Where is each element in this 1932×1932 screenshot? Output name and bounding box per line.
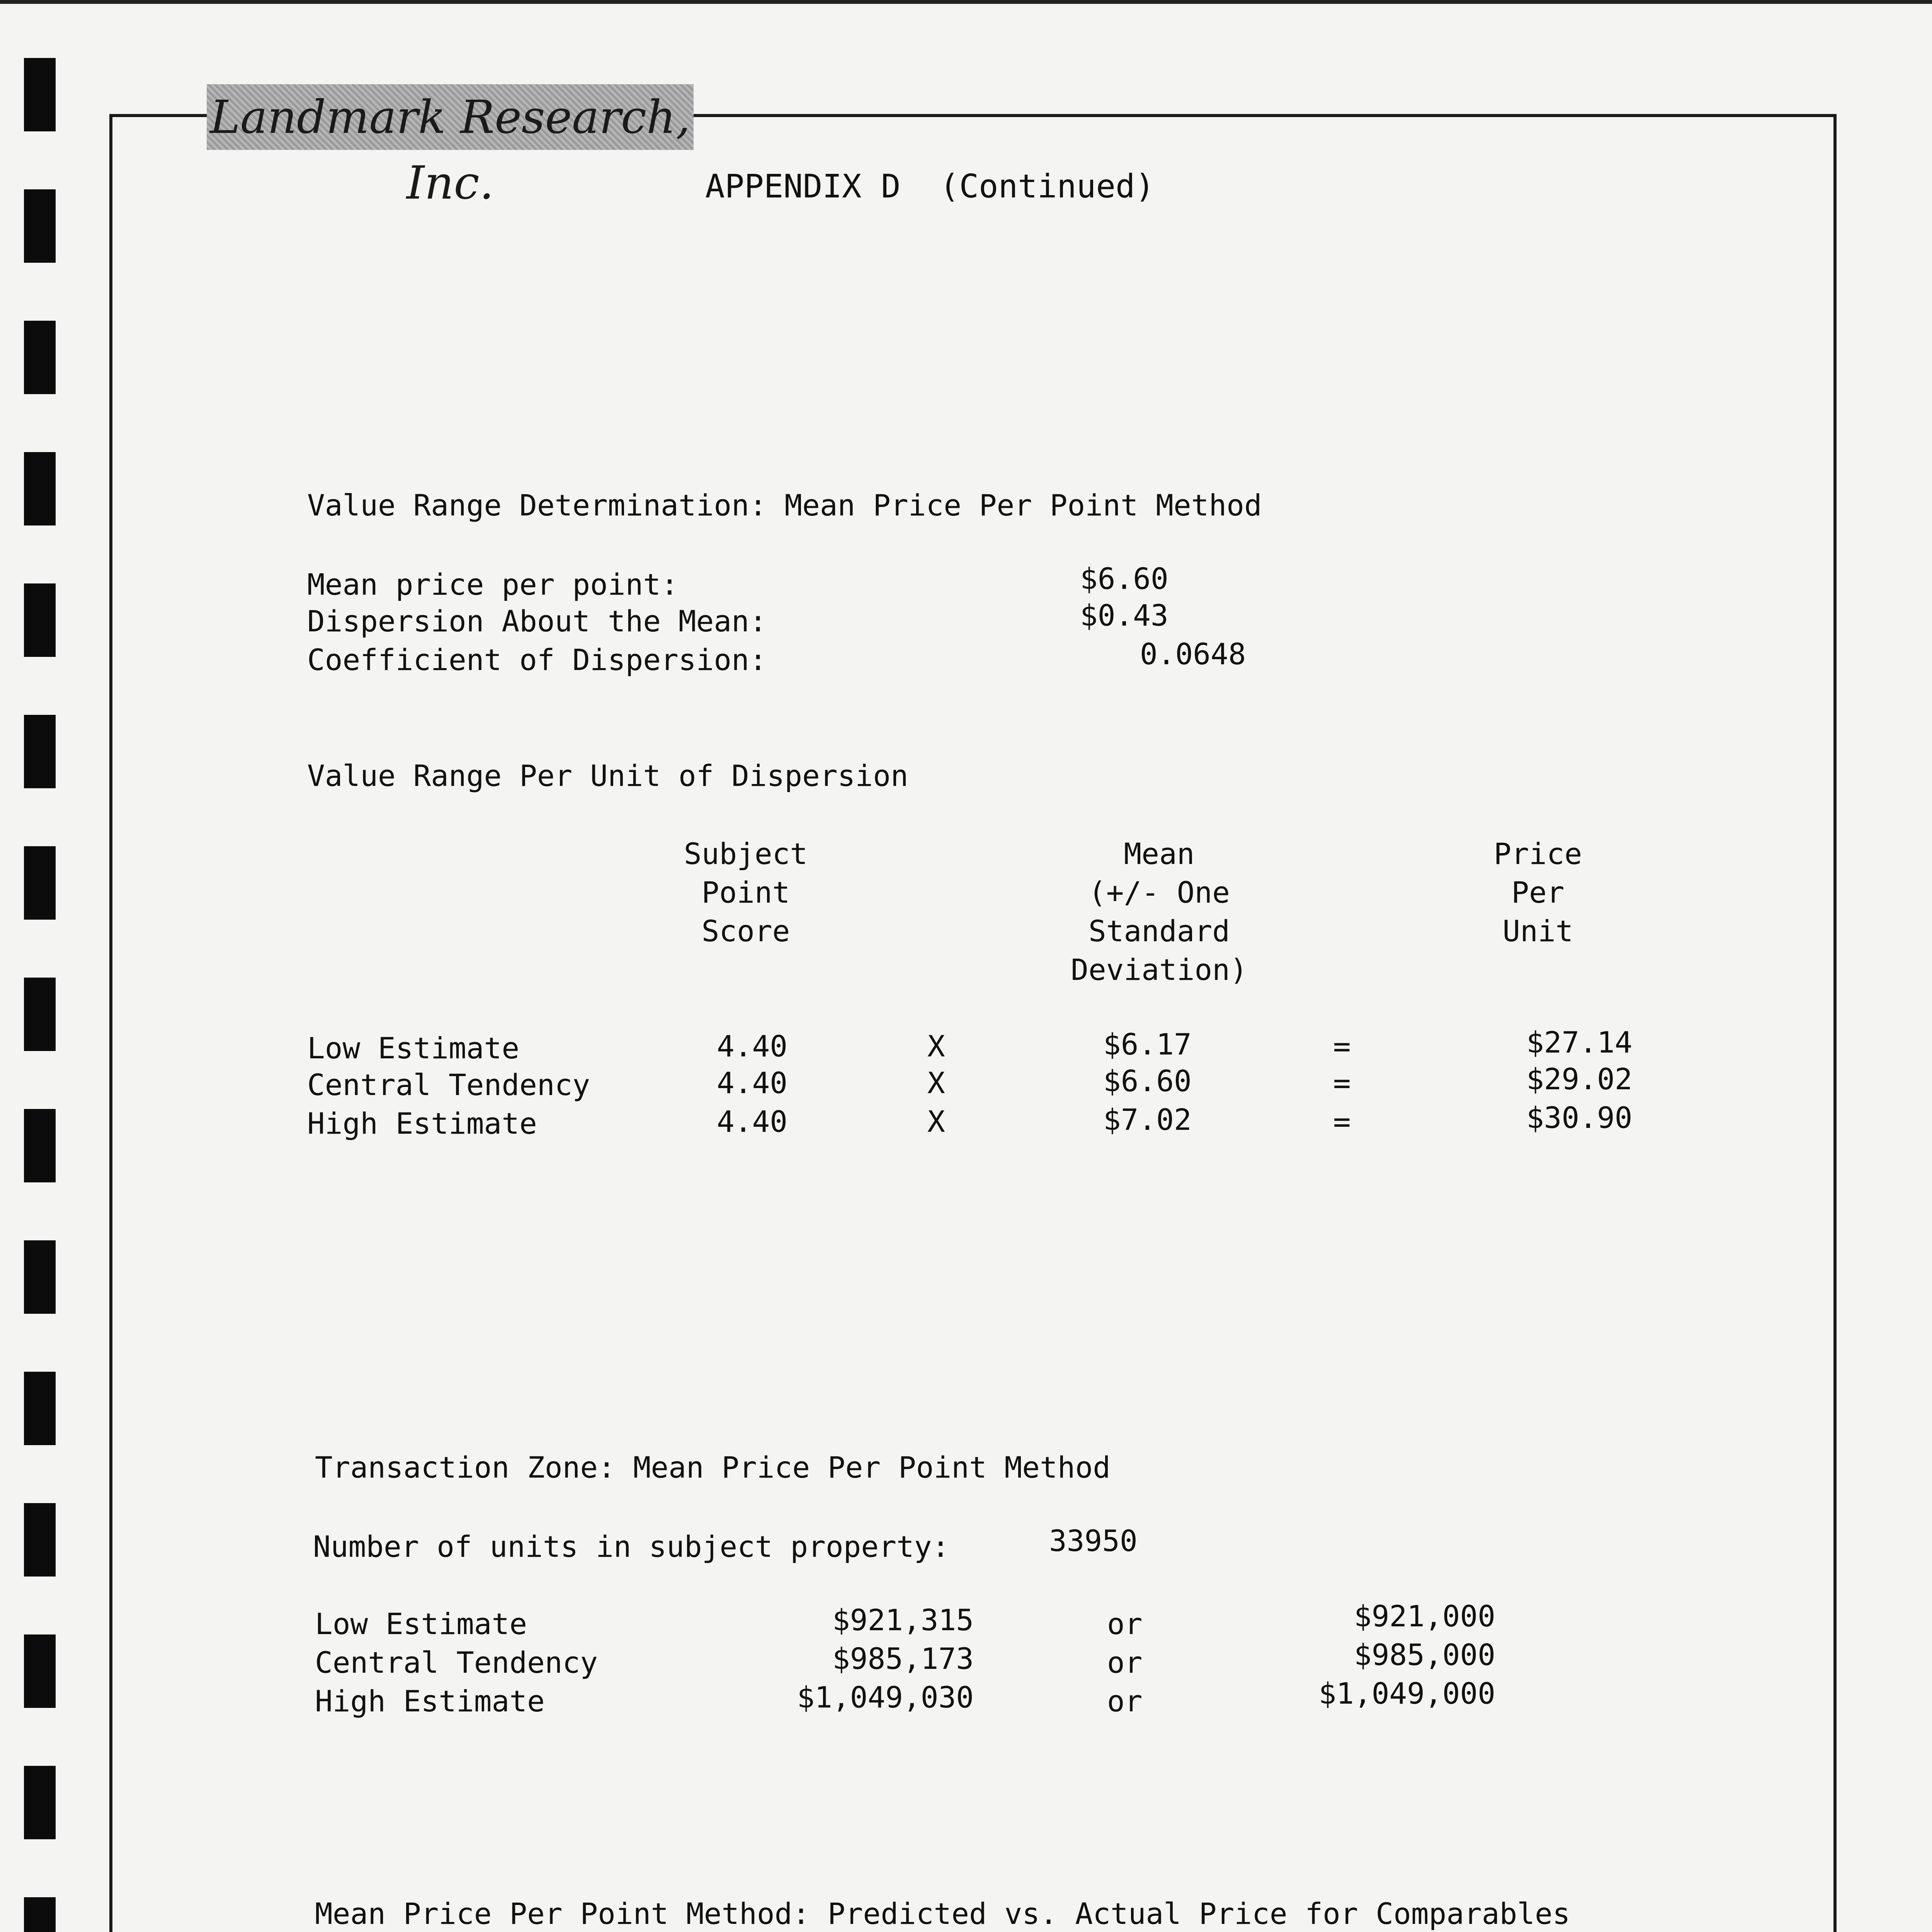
row-label-high: High Estimate xyxy=(307,1106,537,1141)
section2-heading: Value Range Per Unit of Dispersion xyxy=(307,759,908,793)
or-word: or xyxy=(1107,1607,1143,1641)
or-word: or xyxy=(1107,1684,1143,1718)
binder-hole xyxy=(24,1897,56,1932)
binder-holes xyxy=(24,58,59,1932)
coefficient-label: Coefficient of Dispersion: xyxy=(307,643,767,677)
price-low: $27.14 xyxy=(1526,1025,1633,1060)
zone-rounded-central: $985,000 xyxy=(1354,1638,1495,1672)
binder-hole xyxy=(24,189,56,263)
equals-symbol: = xyxy=(1333,1029,1351,1063)
company-logo: Landmark Research, Inc. xyxy=(207,84,694,150)
binder-hole xyxy=(24,1503,56,1577)
equals-symbol: = xyxy=(1333,1104,1351,1139)
mean-low: $6.17 xyxy=(1103,1027,1192,1061)
zone-rounded-low: $921,000 xyxy=(1354,1599,1495,1633)
dispersion-value: $0.43 xyxy=(1080,598,1168,633)
page-title: APPENDIX D (Continued) xyxy=(705,167,1155,205)
binder-hole xyxy=(24,58,56,131)
zone-label-low: Low Estimate xyxy=(315,1607,527,1641)
or-word: or xyxy=(1107,1645,1143,1680)
binder-hole xyxy=(24,846,56,920)
subject-score-header: Subject Point Score xyxy=(684,837,808,948)
times-symbol: X xyxy=(927,1104,945,1139)
binder-hole xyxy=(24,583,56,657)
score-high: 4.40 xyxy=(717,1104,788,1139)
binder-hole xyxy=(24,1109,56,1182)
section1-heading: Value Range Determination: Mean Price Per Point Method xyxy=(307,488,1262,522)
price-central: $29.02 xyxy=(1526,1062,1633,1096)
dispersion-label: Dispersion About the Mean: xyxy=(307,604,767,638)
zone-label-central: Central Tendency xyxy=(315,1645,598,1680)
units-label: Number of units in subject property: xyxy=(313,1529,950,1564)
equals-symbol: = xyxy=(1333,1066,1351,1100)
binder-hole xyxy=(24,978,56,1051)
binder-hole xyxy=(24,452,56,526)
binder-hole xyxy=(24,1372,56,1445)
zone-label-high: High Estimate xyxy=(315,1684,545,1718)
mean-central: $6.60 xyxy=(1103,1064,1192,1098)
mean-price-value: $6.60 xyxy=(1080,561,1168,596)
times-symbol: X xyxy=(927,1029,945,1063)
zone-value-high: $1,049,030 xyxy=(797,1680,974,1714)
binder-hole xyxy=(24,321,56,394)
score-central: 4.40 xyxy=(717,1066,788,1100)
section4-heading: Mean Price Per Point Method: Predicted vs. Actual Price for Comparables xyxy=(315,1896,1570,1931)
coefficient-value: 0.0648 xyxy=(1140,637,1246,671)
binder-hole xyxy=(24,1634,56,1708)
times-symbol: X xyxy=(927,1066,945,1100)
row-label-low: Low Estimate xyxy=(307,1031,520,1065)
top-edge-line xyxy=(0,0,1932,4)
section3-heading: Transaction Zone: Mean Price Per Point Method xyxy=(315,1450,1111,1485)
mean-high: $7.02 xyxy=(1103,1102,1192,1137)
binder-hole xyxy=(24,715,56,788)
score-low: 4.40 xyxy=(717,1029,788,1063)
binder-hole xyxy=(24,1240,56,1314)
zone-value-central: $985,173 xyxy=(832,1641,974,1676)
price-per-unit-header: Price Per Unit xyxy=(1493,837,1582,948)
mean-sd-header: Mean (+/- One Standard Deviation) xyxy=(1071,837,1248,987)
binder-hole xyxy=(24,1766,56,1839)
zone-value-low: $921,315 xyxy=(832,1603,974,1637)
zone-rounded-high: $1,049,000 xyxy=(1318,1676,1495,1711)
price-high: $30.90 xyxy=(1526,1100,1633,1135)
units-value: 33950 xyxy=(1049,1524,1138,1558)
row-label-central: Central Tendency xyxy=(307,1068,590,1102)
mean-price-label: Mean price per point: xyxy=(307,567,679,602)
